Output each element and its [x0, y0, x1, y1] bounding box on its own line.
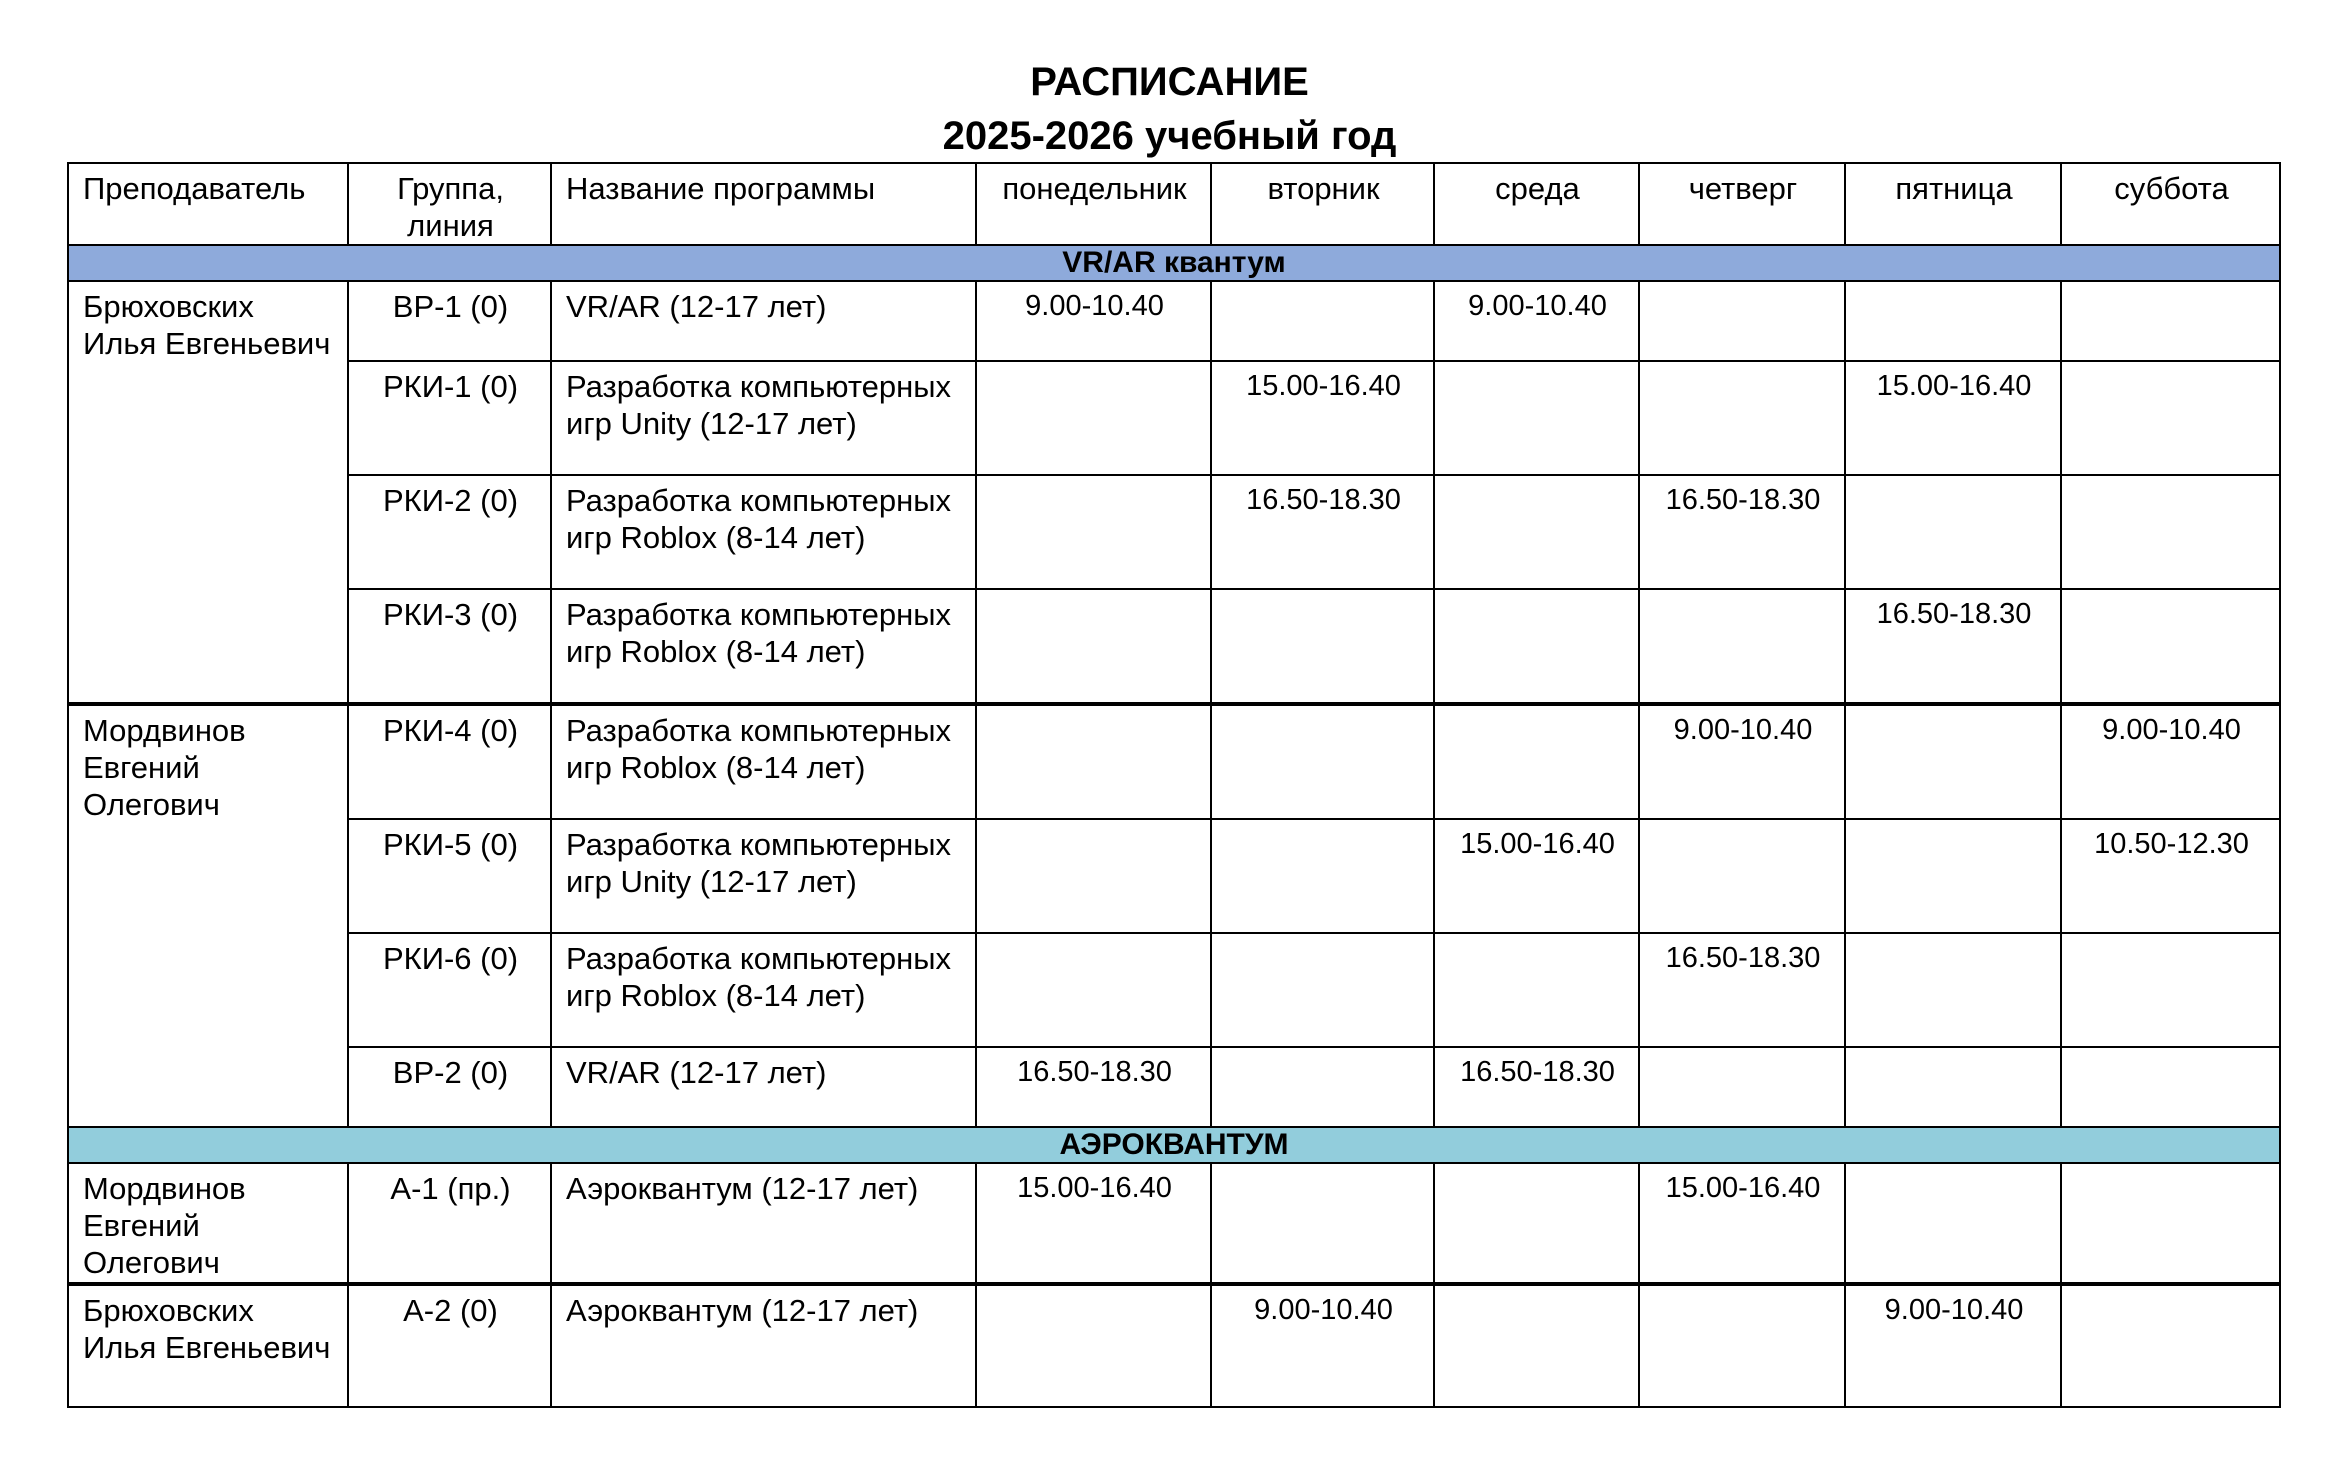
time-cell	[1211, 1163, 1434, 1284]
time-cell: 16.50-18.30	[976, 1047, 1211, 1127]
program-cell: Разработка компьютерных игр Roblox (8-14 лет)	[551, 704, 976, 819]
time-cell: 9.00-10.40	[2061, 704, 2280, 819]
table-row	[68, 933, 2280, 1047]
time-cell	[1211, 819, 1434, 933]
table-row	[68, 1047, 2280, 1127]
time-cell	[2061, 933, 2280, 1047]
header-group: Группа, линия	[348, 163, 551, 245]
time-cell: 15.00-16.40	[976, 1163, 1211, 1284]
time-cell	[1845, 475, 2061, 589]
program-cell: Аэроквантум (12-17 лет)	[551, 1284, 976, 1407]
time-cell	[1845, 933, 2061, 1047]
program-cell: VR/AR (12-17 лет)	[551, 281, 976, 361]
time-cell	[2061, 1047, 2280, 1127]
group-cell: РКИ-6 (0)	[348, 933, 551, 1047]
time-cell	[1845, 704, 2061, 819]
time-cell	[2061, 361, 2280, 475]
teacher-cell: Брюховских Илья Евгеньевич	[68, 281, 348, 704]
document-title: РАСПИСАНИЕ	[1030, 60, 1309, 104]
time-cell: 16.50-18.30	[1211, 475, 1434, 589]
header-wednesday: среда	[1434, 163, 1639, 245]
time-cell: 15.00-16.40	[1845, 361, 2061, 475]
header-tuesday: вторник	[1211, 163, 1434, 245]
time-cell	[1211, 1047, 1434, 1127]
time-cell: 9.00-10.40	[1211, 1284, 1434, 1407]
time-cell	[1845, 281, 2061, 361]
time-cell	[1434, 1284, 1639, 1407]
academic-year-title: 2025-2026 учебный год	[942, 114, 1397, 158]
time-cell	[1639, 281, 1845, 361]
time-cell	[1434, 361, 1639, 475]
header-saturday: суббота	[2061, 163, 2280, 245]
table-row	[68, 1284, 2280, 1407]
time-cell: 16.50-18.30	[1845, 589, 2061, 704]
group-cell: РКИ-5 (0)	[348, 819, 551, 933]
header-monday: понедельник	[976, 163, 1211, 245]
program-cell: VR/AR (12-17 лет)	[551, 1047, 976, 1127]
time-cell	[1639, 361, 1845, 475]
time-cell: 10.50-12.30	[2061, 819, 2280, 933]
teacher-cell: Мордвинов Евгений Олегович	[68, 704, 348, 1127]
time-cell: 16.50-18.30	[1434, 1047, 1639, 1127]
section-header-aero	[68, 1127, 2280, 1163]
header-row	[68, 163, 2280, 245]
group-cell: А-1 (пр.)	[348, 1163, 551, 1284]
section-title: VR/AR квантум	[68, 245, 2280, 281]
time-cell	[1434, 589, 1639, 704]
program-cell: Разработка компьютерных игр Unity (12-17 лет)	[551, 819, 976, 933]
time-cell	[1639, 1047, 1845, 1127]
table-row	[68, 819, 2280, 933]
time-cell	[976, 819, 1211, 933]
time-cell	[2061, 589, 2280, 704]
program-cell: Разработка компьютерных игр Roblox (8-14 лет)	[551, 475, 976, 589]
table-row	[68, 281, 2280, 361]
time-cell	[1845, 1163, 2061, 1284]
time-cell	[1639, 819, 1845, 933]
time-cell	[1434, 704, 1639, 819]
time-cell	[1434, 933, 1639, 1047]
time-cell: 15.00-16.40	[1211, 361, 1434, 475]
teacher-cell: Брюховских Илья Евгеньевич	[68, 1284, 348, 1407]
group-cell: РКИ-1 (0)	[348, 361, 551, 475]
time-cell	[976, 361, 1211, 475]
time-cell	[976, 1284, 1211, 1407]
time-cell: 9.00-10.40	[976, 281, 1211, 361]
header-teacher: Преподаватель	[68, 163, 348, 245]
group-cell: РКИ-4 (0)	[348, 704, 551, 819]
time-cell	[976, 475, 1211, 589]
table-row	[68, 1163, 2280, 1284]
time-cell	[1639, 589, 1845, 704]
section-header-vrar	[68, 245, 2280, 281]
time-cell	[2061, 1284, 2280, 1407]
program-cell: Разработка компьютерных игр Roblox (8-14 лет)	[551, 933, 976, 1047]
time-cell	[2061, 1163, 2280, 1284]
table-row	[68, 361, 2280, 475]
time-cell: 9.00-10.40	[1845, 1284, 2061, 1407]
time-cell	[976, 933, 1211, 1047]
time-cell	[1845, 819, 2061, 933]
teacher-cell: Мордвинов Евгений Олегович	[68, 1163, 348, 1284]
table-row	[68, 475, 2280, 589]
time-cell	[1211, 933, 1434, 1047]
header-thursday: четверг	[1639, 163, 1845, 245]
time-cell: 16.50-18.30	[1639, 475, 1845, 589]
time-cell: 15.00-16.40	[1639, 1163, 1845, 1284]
time-cell	[2061, 281, 2280, 361]
time-cell	[1211, 281, 1434, 361]
time-cell	[1211, 589, 1434, 704]
program-cell: Разработка компьютерных игр Roblox (8-14 лет)	[551, 589, 976, 704]
time-cell: 9.00-10.40	[1639, 704, 1845, 819]
group-cell: РКИ-3 (0)	[348, 589, 551, 704]
group-cell: А-2 (0)	[348, 1284, 551, 1407]
table-row	[68, 704, 2280, 819]
header-program: Название программы	[551, 163, 976, 245]
group-cell: РКИ-2 (0)	[348, 475, 551, 589]
time-cell	[1845, 1047, 2061, 1127]
time-cell: 16.50-18.30	[1639, 933, 1845, 1047]
time-cell	[976, 589, 1211, 704]
schedule-table	[67, 162, 2281, 1408]
table-row	[68, 589, 2280, 704]
time-cell	[1434, 1163, 1639, 1284]
time-cell	[1211, 704, 1434, 819]
group-cell: ВР-1 (0)	[348, 281, 551, 361]
time-cell	[1434, 475, 1639, 589]
header-friday: пятница	[1845, 163, 2061, 245]
group-cell: ВР-2 (0)	[348, 1047, 551, 1127]
time-cell	[976, 704, 1211, 819]
time-cell	[1639, 1284, 1845, 1407]
time-cell: 15.00-16.40	[1434, 819, 1639, 933]
program-cell: Аэроквантум (12-17 лет)	[551, 1163, 976, 1284]
time-cell: 9.00-10.40	[1434, 281, 1639, 361]
time-cell	[2061, 475, 2280, 589]
program-cell: Разработка компьютерных игр Unity (12-17 лет)	[551, 361, 976, 475]
section-title: АЭРОКВАНТУМ	[68, 1127, 2280, 1163]
